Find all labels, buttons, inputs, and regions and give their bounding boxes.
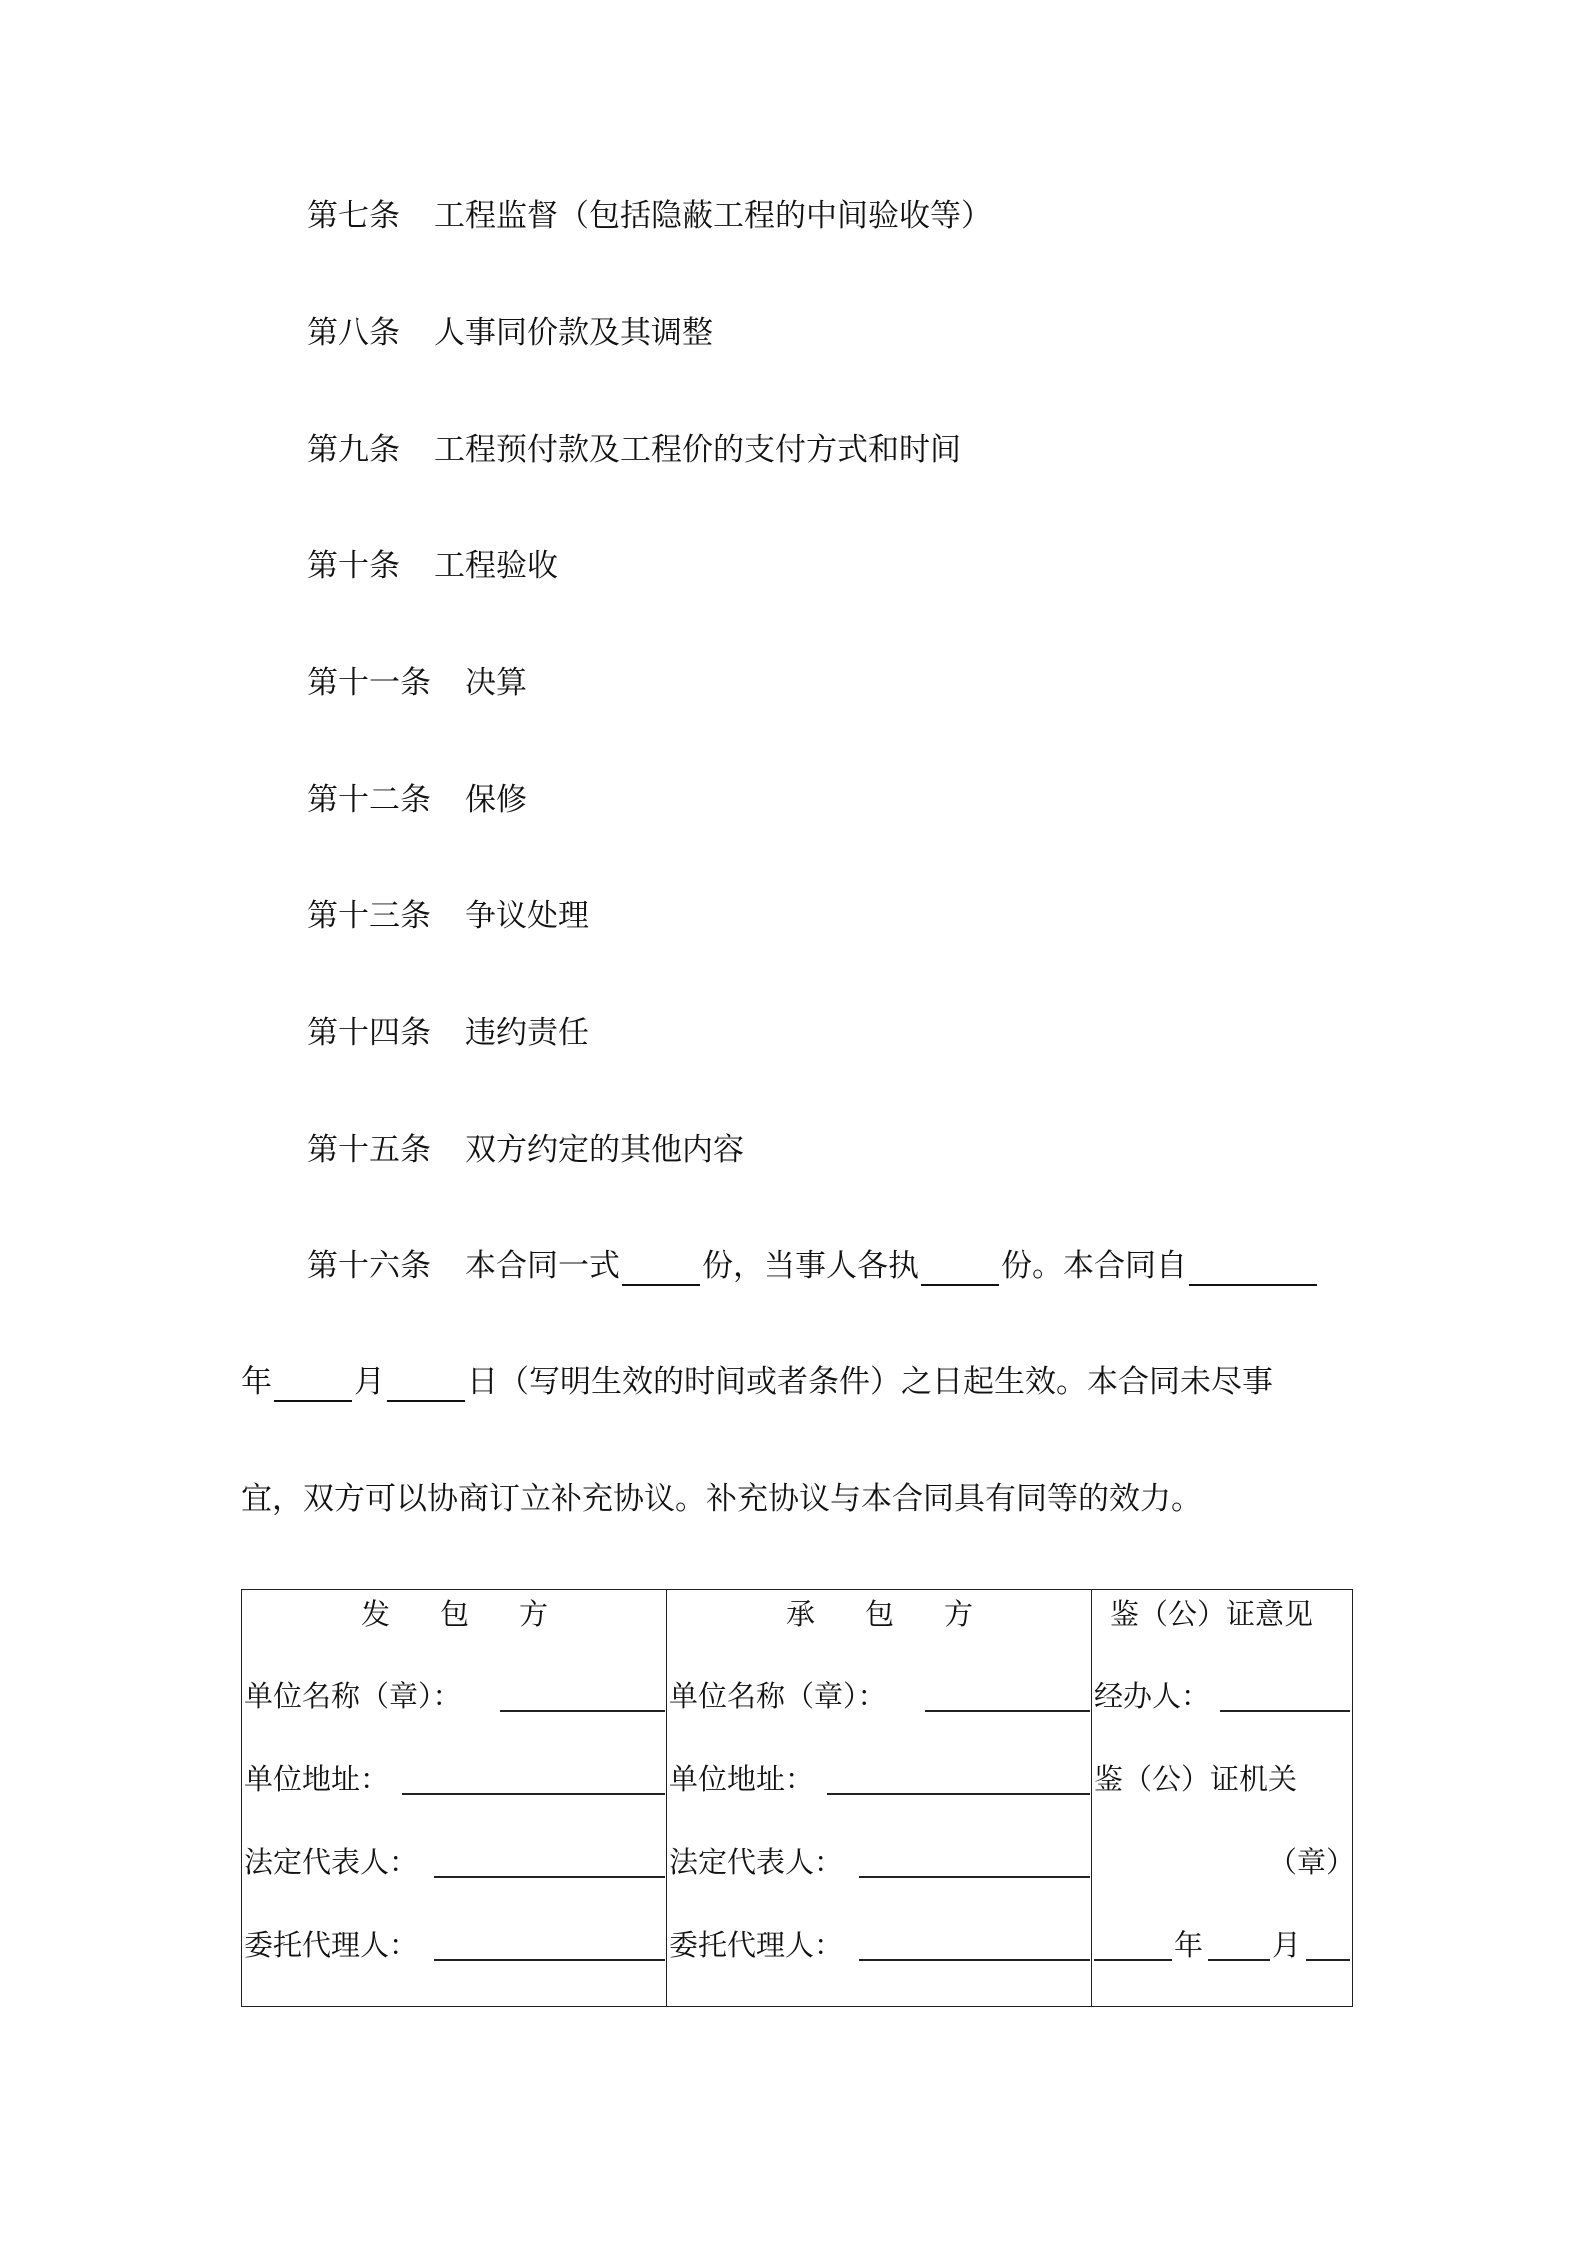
clause-title: 保修 [465,782,527,818]
clause-text: 本合同一式 [465,1248,620,1284]
clause-8 [307,313,713,353]
employer-heading [242,1596,667,1632]
heading-char: 承 [785,1597,815,1631]
contractor-representative-label: 法定代表人： [669,1845,844,1879]
employer-agent-field[interactable] [434,1959,665,1961]
clause-title: 决算 [465,665,527,701]
month-label: 月 [354,1364,385,1400]
year-blank[interactable] [1189,1250,1317,1286]
clause-16-line-2 [241,1362,1273,1402]
clause-title: 人事同价款及其调整 [434,315,713,351]
clause-number: 第九条 [307,432,400,468]
clause-16-line-1 [307,1246,1319,1286]
clause-15 [307,1130,744,1170]
handler-field[interactable] [1220,1710,1350,1712]
heading-char: 方 [944,1597,974,1631]
employer-name-label: 单位名称（章）： [244,1679,462,1713]
employer-address-label: 单位地址： [244,1762,390,1796]
copies-each-blank[interactable] [921,1250,999,1286]
clause-16-line-3 [241,1479,1202,1519]
notary-day-field[interactable] [1306,1959,1350,1961]
signature-table [241,1589,1356,2007]
contractor-column [667,1590,1092,2006]
notary-heading: 鉴（公）证意见 [1110,1597,1314,1631]
clause-title: 工程预付款及工程价的支付方式和时间 [434,432,961,468]
employer-column [242,1590,667,2006]
notary-office-label: 鉴（公）证机关 [1094,1762,1298,1796]
notary-year-field[interactable] [1094,1959,1172,1961]
employer-name-field[interactable] [500,1710,665,1712]
contractor-representative-field[interactable] [859,1876,1090,1878]
notary-month-label: 月 [1272,1928,1302,1962]
notary-year-label: 年 [1174,1928,1204,1962]
notary-column [1092,1590,1354,2006]
clause-number: 第十三条 [307,898,431,934]
clause-title: 争议处理 [465,898,589,934]
clause-text: 日（写明生效的时间或者条件）之日起生效。本合同未尽事 [467,1364,1273,1400]
heading-char: 方 [519,1597,549,1631]
clause-10 [307,546,558,586]
clause-number: 第十条 [307,548,400,584]
clause-14 [307,1013,589,1053]
clause-9 [307,430,961,470]
contractor-agent-label: 委托代理人： [669,1928,844,1962]
notary-month-field[interactable] [1208,1959,1270,1961]
clause-number: 第十一条 [307,665,431,701]
contractor-name-field[interactable] [925,1710,1090,1712]
clause-text: 份。本合同自 [1001,1248,1187,1284]
clause-number: 第十六条 [307,1248,431,1284]
clause-number: 第十五条 [307,1132,431,1168]
clause-number: 第十四条 [307,1015,431,1051]
heading-char: 发 [360,1597,390,1631]
employer-agent-label: 委托代理人： [244,1928,419,1962]
clause-title: 违约责任 [465,1015,589,1051]
clause-title: 工程监督（包括隐蔽工程的中间验收等） [434,198,992,234]
clause-number: 第十二条 [307,782,431,818]
clause-11 [307,663,527,703]
clause-number: 第八条 [307,315,400,351]
employer-representative-label: 法定代表人： [244,1845,419,1879]
contractor-address-label: 单位地址： [669,1762,815,1796]
clause-7 [307,196,992,236]
month-blank[interactable] [274,1366,352,1402]
handler-label: 经办人： [1094,1679,1211,1713]
year-label: 年 [241,1364,272,1400]
clause-12 [307,780,527,820]
employer-address-field[interactable] [402,1793,665,1795]
contractor-address-field[interactable] [827,1793,1090,1795]
seal-label: （章） [1268,1845,1356,1879]
clause-13 [307,896,589,936]
day-blank[interactable] [387,1366,465,1402]
contractor-name-label: 单位名称（章）： [669,1679,887,1713]
contractor-agent-field[interactable] [859,1959,1090,1961]
clause-title: 双方约定的其他内容 [465,1132,744,1168]
clause-number: 第七条 [307,198,400,234]
heading-char: 包 [864,1597,894,1631]
copies-total-blank[interactable] [622,1250,700,1286]
clause-title: 工程验收 [434,548,558,584]
employer-representative-field[interactable] [434,1876,665,1878]
clause-text: 宜，双方可以协商订立补充协议。补充协议与本合同具有同等的效力。 [241,1481,1202,1517]
clause-text: 份，当事人各执 [702,1248,919,1284]
heading-char: 包 [439,1597,469,1631]
contractor-heading [667,1596,1092,1632]
